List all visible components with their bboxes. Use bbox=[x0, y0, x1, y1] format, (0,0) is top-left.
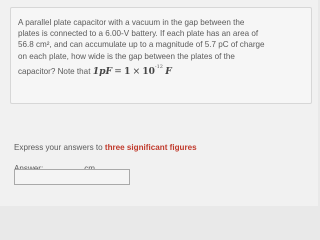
instruction-highlight: three significant figures bbox=[104, 143, 197, 152]
instruction-prefix: Express your answers to bbox=[14, 143, 103, 152]
math-unit: F bbox=[165, 65, 172, 77]
instruction bbox=[14, 143, 197, 152]
math-times: × bbox=[132, 66, 141, 77]
question-line-5-text: capacitor? Note that bbox=[18, 66, 91, 76]
answer-input[interactable] bbox=[14, 169, 130, 185]
question-line-2: plates is connected to a 6.00-V battery. If each plate has an area of bbox=[18, 29, 259, 39]
question-line-3: 56.8 cm², and can accumulate up to a magnitude of 5.7 pC of charge bbox=[18, 40, 265, 50]
math-exponent: -12 bbox=[154, 63, 163, 70]
question-box bbox=[10, 7, 312, 104]
math-lhs: 1pF bbox=[92, 65, 113, 77]
question-line-4: on each plate, how wide is the gap between the plates of the bbox=[18, 51, 235, 61]
math-equals: = bbox=[114, 66, 122, 77]
question-line-5 bbox=[18, 63, 172, 77]
math-base: 10 bbox=[142, 66, 155, 77]
question-text bbox=[18, 17, 294, 78]
question-line-1: A parallel plate capacitor with a vacuum in the gap between the bbox=[18, 18, 245, 27]
math-coefficient: 1 bbox=[124, 66, 131, 77]
